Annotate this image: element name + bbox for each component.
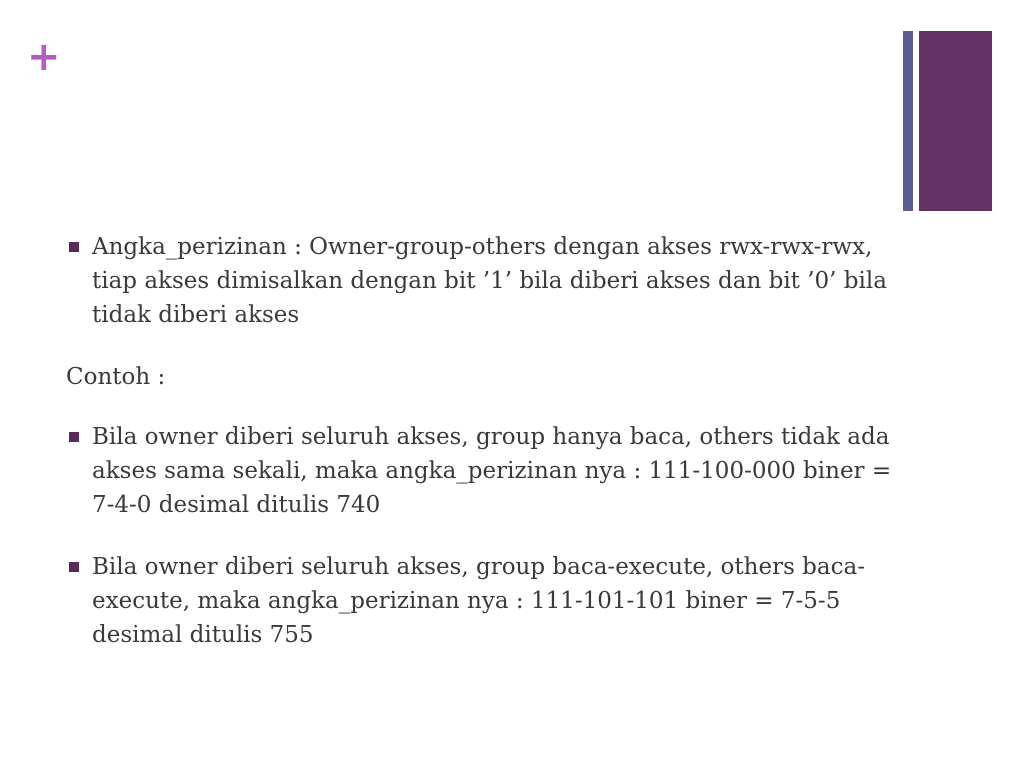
square-bullet-icon [69,562,79,572]
decorative-bar-thick [919,31,992,211]
example-label: Contoh : [66,364,166,390]
bullet-text: Angka_perizinan : Owner-group-others dengan akses rwx-rwx-rwx, tiap akses dimisalkan dengan bit ’1’ bila diberi akses dan bit ’0’ bila tidak diberi akses [92,234,887,328]
plus-icon: + [27,34,61,80]
bullet-item [66,420,896,522]
bullet-text: Bila owner diberi seluruh akses, group baca-execute, others baca-execute, maka angka_perizinan nya : 111-101-101 biner = 7-5-5 desimal ditulis 755 [92,554,865,648]
slide-body [66,230,896,680]
square-bullet-icon [69,432,79,442]
decorative-bar-thin [903,31,913,211]
bullet-item [66,550,896,652]
bullet-text: Bila owner diberi seluruh akses, group hanya baca, others tidak ada akses sama sekali, maka angka_perizinan nya : 111-100-000 biner = 7-4-0 desimal ditulis 740 [92,424,892,518]
square-bullet-icon [69,242,79,252]
bullet-item [66,230,896,332]
